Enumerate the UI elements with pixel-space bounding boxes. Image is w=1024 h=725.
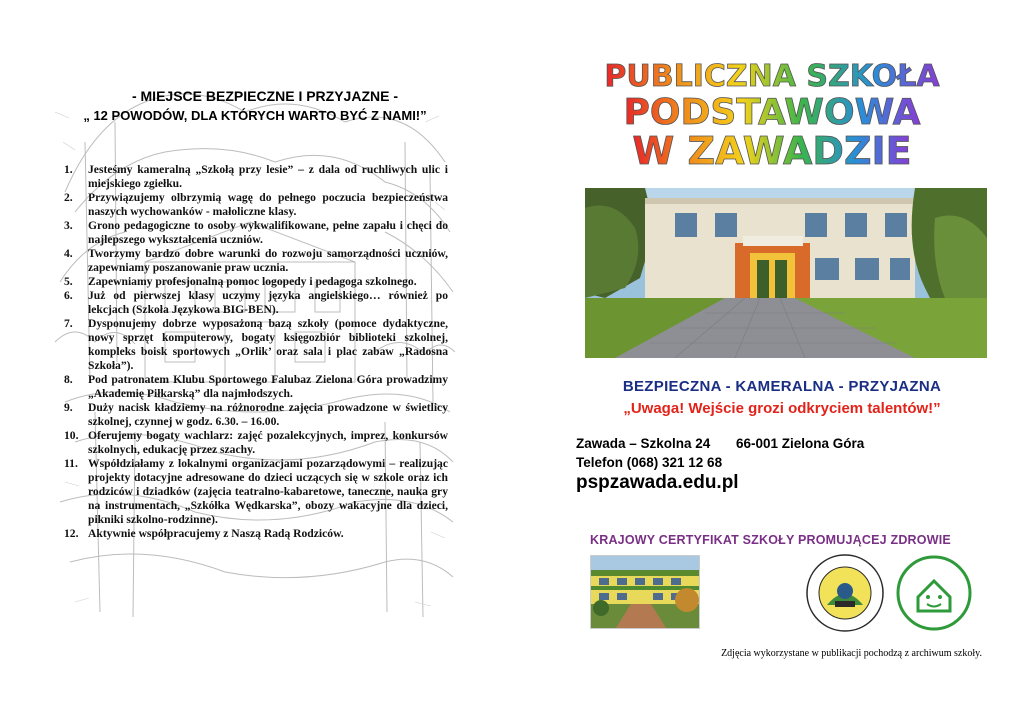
title-line-1: PUBLICZNA SZKOŁA	[604, 59, 940, 94]
list-item-number: 5.	[64, 275, 73, 288]
slogan: BEZPIECZNA - KAMERALNA - PRZYJAZNA	[622, 378, 942, 395]
list-item	[64, 219, 448, 247]
list-item-number: 10.	[64, 429, 79, 442]
list-item-text: Zapewniamy profesjonalną pomoc logopedy i pedagoga szkolnego.	[88, 275, 417, 288]
list-item	[64, 401, 448, 429]
list-item-number: 8.	[64, 373, 73, 386]
list-item-number: 7.	[64, 317, 73, 330]
list-item-text: Tworzymy bardzo dobre warunki do rozwoju samorządności uczniów, zapewniamy poszanowanie praw ucznia.	[88, 247, 448, 274]
phone-number: Telefon (068) 321 12 68	[576, 455, 723, 470]
title-line-3: W ZAWADZIE	[632, 129, 912, 170]
list-item	[64, 247, 448, 275]
school-photo-small	[590, 555, 700, 629]
health-school-logo	[894, 553, 974, 633]
list-item-text: Duży nacisk kładziemy na różnorodne zajęcia prowadzone w świetlicy szkolnej, czynnej w godz. 6.30. – 16.00.	[88, 401, 448, 428]
school-emblem-logo	[805, 553, 885, 633]
list-item-text: Pod patronatem Klubu Sportowego Falubaz Zielona Góra prowadzimy „Akademię Piłkarską” dla najmłodszych.	[88, 373, 448, 400]
list-item-number: 2.	[64, 191, 73, 204]
certificate-label: KRAJOWY CERTYFIKAT SZKOŁY PROMUJĄCEJ ZDROWIE	[590, 533, 951, 547]
school-building-photo	[585, 188, 987, 358]
website-link[interactable]: pspzawada.edu.pl	[576, 472, 739, 493]
list-item	[64, 317, 448, 373]
list-item-number: 1.	[64, 163, 73, 176]
motto: „Uwaga! Wejście grozi odkryciem talentów!”	[623, 400, 941, 417]
section-heading: - MIEJSCE BEZPIECZNE I PRZYJAZNE -	[131, 88, 399, 104]
list-item-number: 6.	[64, 289, 73, 302]
list-item	[64, 289, 448, 317]
list-item-text: Aktywnie współpracujemy z Naszą Radą Rodziców.	[88, 527, 344, 540]
list-item-text: Już od pierwszej klasy uczymy języka angielskiego… również po lekcjach (Szkoła Językowa BIG-BEN).	[88, 289, 448, 316]
title-line-2: PODSTAWOWA	[623, 92, 921, 133]
list-item	[64, 163, 448, 191]
list-item-text: Grono pedagogiczne to osoby wykwalifikowane, pełne zapału i chęci do najlepszego wykształcenia uczniów.	[88, 219, 448, 246]
list-item-text: Jesteśmy kameralną „Szkołą przy lesie” – z dala od ruchliwych ulic i miejskiego zgiełku.	[88, 163, 448, 190]
list-item-number: 9.	[64, 401, 73, 414]
list-item-number: 3.	[64, 219, 73, 232]
right-panel	[512, 0, 1024, 725]
list-item	[64, 457, 448, 527]
list-item-number: 12.	[64, 527, 79, 540]
section-subheading: „ 12 POWODÓW, DLA KTÓRYCH WARTO BYĆ Z NAMI!”	[83, 108, 427, 123]
postal-code: 66-001 Zielona Góra	[736, 436, 865, 451]
list-item-text: Oferujemy bogaty wachlarz: zajęć pozalekcyjnych, imprez, konkursów szkolnych, edukację przez szachy.	[88, 429, 448, 456]
list-item-text: Dysponujemy dobrze wyposażoną bazą szkoły (pomoce dydaktyczne, nowy sprzęt komputerowy, bogaty księgozbiór biblioteki szkolnej, kompleks boisk sportowych „Orlik’ oraz sala i plac zabaw „Radosna Szkoła”).	[88, 317, 448, 372]
list-item	[64, 429, 448, 457]
list-item-text: Przywiązujemy olbrzymią wagę do pełnego poczucia bezpieczeństwa naszych wychowanków - małoliczne klasy.	[88, 191, 448, 218]
address: Zawada – Szkolna 24	[576, 436, 711, 451]
reasons-list	[64, 163, 448, 541]
school-title	[552, 58, 992, 170]
list-item	[64, 275, 448, 289]
list-item-number: 11.	[64, 457, 78, 470]
list-item	[64, 191, 448, 219]
photo-credit-note: Zdjęcia wykorzystane w publikacji pochodzą z archiwum szkoły.	[721, 648, 982, 659]
list-item-number: 4.	[64, 247, 73, 260]
list-item	[64, 527, 448, 541]
list-item	[64, 373, 448, 401]
list-item-text: Współdziałamy z lokalnymi organizacjami pozarządowymi – realizując projekty dotacyjne adresowane do dzieci uczących się w szkole oraz ich rodziców i dziadków (zajęcia teatralno-kabaretowe, taneczne, nauka gry na instrumentach, „Szkółka Wędkarska”, obozy wakacyjne dla dzieci, pikniki szkolno-rodzinne).	[88, 457, 448, 526]
